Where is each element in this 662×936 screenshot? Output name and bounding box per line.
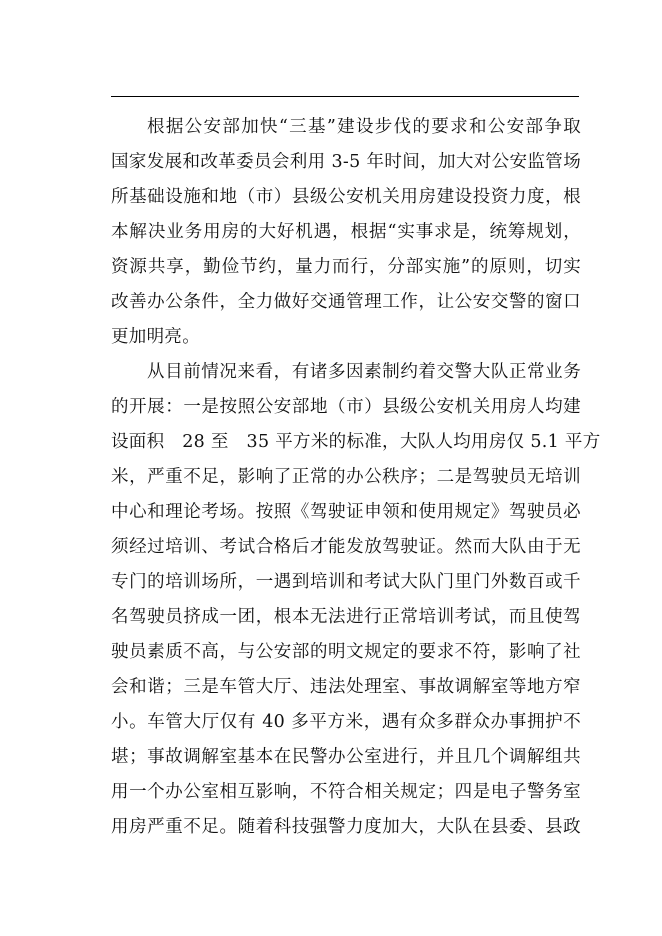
- paragraph-1-line-7: 更加明亮。: [111, 327, 200, 347]
- paragraph-2-line-12: 堪；事故调解室基本在民警办公室进行，并且几个调解组共: [111, 747, 581, 767]
- paragraph-1-line-5: 资源共享，勤俭节约，量力而行，分部实施”的原则，切实: [111, 257, 581, 277]
- paragraph-1-line-1: 根据公安部加快“三基”建设步伐的要求和公安部争取: [147, 117, 581, 137]
- paragraph-2-line-8: 名驾驶员挤成一团，根本无法进行正常培训考试，而且使驾: [111, 607, 581, 627]
- paragraph-2-line-6: 须经过培训、考试合格后才能发放驾驶证。然而大队由于无: [111, 537, 581, 557]
- paragraph-1-line-6: 改善办公条件，全力做好交通管理工作，让公安交警的窗口: [111, 292, 581, 312]
- paragraph-2-line-11: 小。车管大厅仅有 40 多平方米，遇有众多群众办事拥护不: [111, 712, 581, 732]
- paragraph-2-line-7: 专门的培训场所，一遇到培训和考试大队门里门外数百或千: [111, 572, 581, 592]
- header-rule: [111, 96, 579, 97]
- paragraph-2-line-2: 的开展：一是按照公安部地（市）县级公安机关用房人均建: [111, 397, 581, 417]
- paragraph-2-line-1: 从目前情况来看，有诸多因素制约着交警大队正常业务: [147, 362, 581, 382]
- paragraph-2-line-5: 中心和理论考场。按照《驾驶证申领和使用规定》驾驶员必: [111, 502, 581, 522]
- paragraph-1-line-4: 本解决业务用房的大好机遇，根据“实事求是，统筹规划，: [111, 222, 581, 242]
- paragraph-1-line-3: 所基础设施和地（市）县级公安机关用房建设投资力度，根: [111, 187, 581, 207]
- paragraph-2-line-10: 会和谐；三是车管大厅、违法处理室、事故调解室等地方窄: [111, 677, 581, 697]
- paragraph-2-line-13: 用一个办公室相互影响，不符合相关规定；四是电子警务室: [111, 782, 581, 802]
- paragraph-2-line-3: 设面积 28 至 35 平方米的标准，大队人均用房仅 5.1 平方: [111, 432, 601, 452]
- paragraph-1-line-2: 国家发展和改革委员会利用 3-5 年时间，加大对公安监管场: [111, 152, 581, 172]
- paragraph-2-line-14: 用房严重不足。随着科技强警力度加大，大队在县委、县政: [111, 817, 581, 837]
- paragraph-2-line-4: 米，严重不足，影响了正常的办公秩序；二是驾驶员无培训: [111, 467, 581, 487]
- paragraph-2-line-9: 驶员素质不高，与公安部的明文规定的要求不符，影响了社: [111, 642, 581, 662]
